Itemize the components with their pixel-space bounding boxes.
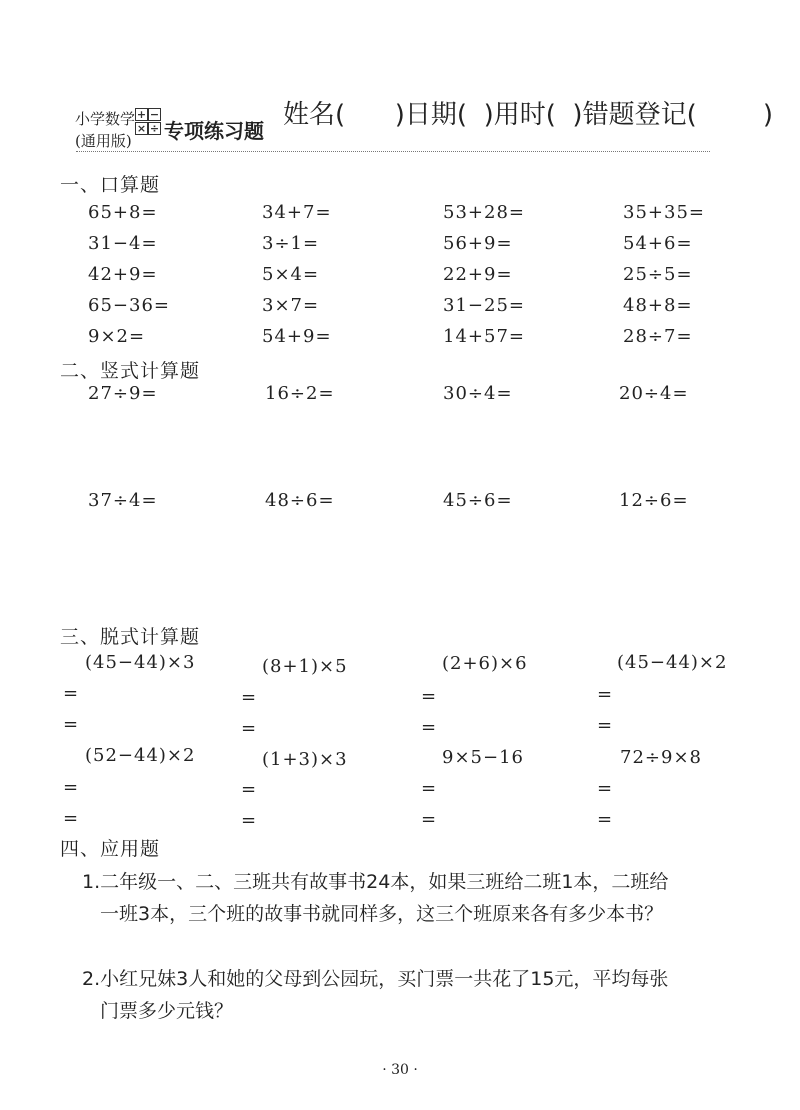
brand-title: 专项练习题 (164, 119, 264, 143)
stepwise-expression: (1+3)×3 (262, 749, 348, 770)
problem-number: 2. (82, 968, 101, 990)
stepwise-expression: (45−44)×2 (617, 652, 728, 673)
date-label: 日期 (404, 100, 457, 130)
time-field: ( ) (545, 100, 583, 130)
answer-line: = (63, 714, 79, 735)
divide-icon: ÷ (149, 122, 160, 135)
oral-item: 28÷7= (623, 326, 693, 347)
oral-item: 9×2= (88, 326, 146, 347)
problem-number: 1. (82, 871, 101, 893)
vertical-item: 45÷6= (443, 490, 513, 511)
series-line-1: 小学数学 (75, 110, 136, 128)
oral-item: 65−36= (88, 295, 170, 316)
oral-item: 35+35= (623, 202, 705, 223)
page-number: · 30 · (382, 1062, 418, 1078)
oral-item: 65+8= (88, 202, 158, 223)
oral-item: 56+9= (443, 233, 513, 254)
header-divider (76, 151, 710, 152)
answer-line: = (421, 809, 437, 830)
errors-field: ( ) (686, 100, 773, 130)
answer-line: = (597, 778, 613, 799)
stepwise-expression: 9×5−16 (442, 747, 524, 768)
answer-line: = (597, 715, 613, 736)
oral-item: 34+7= (262, 202, 332, 223)
word-problem-2 (82, 963, 782, 1027)
name-label: 姓名 (283, 100, 336, 130)
answer-line: = (241, 810, 257, 831)
vertical-item: 20÷4= (619, 383, 689, 404)
problem-text: 门票多少元钱？ (100, 1000, 234, 1022)
plus-icon: + (136, 108, 147, 121)
series-label (75, 108, 135, 152)
oral-item: 31−25= (443, 295, 525, 316)
problem-text: 二年级一、二、三班共有故事书24本，如果三班给二班1本，二班给 (100, 871, 669, 893)
oral-item: 5×4= (262, 264, 320, 285)
answer-line: = (241, 779, 257, 800)
answer-line: = (63, 777, 79, 798)
section-oral-title: 一、口算题 (60, 174, 161, 196)
section-word-problems-title: 四、应用题 (60, 838, 161, 860)
oral-item: 31−4= (88, 233, 158, 254)
problem-text: 小红兄妹3人和她的父母到公园玩，买门票一共花了15元，平均每张 (100, 968, 669, 990)
operators-icon (135, 108, 159, 152)
stepwise-expression: (8+1)×5 (262, 656, 348, 677)
oral-item: 3×7= (262, 295, 320, 316)
answer-line: = (241, 687, 257, 708)
stepwise-expression: (52−44)×2 (85, 745, 196, 766)
vertical-item: 37÷4= (88, 490, 158, 511)
student-info-bar (283, 94, 773, 131)
answer-line: = (241, 718, 257, 739)
answer-line: = (421, 717, 437, 738)
vertical-item: 27÷9= (88, 383, 158, 404)
name-field: ( ) (335, 100, 405, 130)
stepwise-expression: 72÷9×8 (620, 747, 702, 768)
vertical-item: 12÷6= (619, 490, 689, 511)
date-field: ( ) (456, 100, 494, 130)
oral-item: 3÷1= (262, 233, 320, 254)
minus-icon: − (149, 108, 160, 121)
series-line-2: (通用版) (75, 132, 132, 150)
errors-label: 错题登记 (582, 100, 687, 130)
vertical-item: 16÷2= (265, 383, 335, 404)
oral-item: 53+28= (443, 202, 525, 223)
word-problem-1 (82, 866, 782, 930)
problem-text: 一班3本，三个班的故事书就同样多，这三个班原来各有多少本书？ (100, 903, 664, 925)
oral-item: 25÷5= (623, 264, 693, 285)
answer-line: = (421, 778, 437, 799)
answer-line: = (421, 686, 437, 707)
answer-line: = (597, 809, 613, 830)
oral-item: 42+9= (88, 264, 158, 285)
stepwise-expression: (2+6)×6 (442, 653, 528, 674)
section-stepwise-title: 三、脱式计算题 (60, 626, 201, 648)
oral-item: 48+8= (623, 295, 693, 316)
oral-item: 54+9= (262, 326, 332, 347)
section-vertical-title: 二、竖式计算题 (60, 360, 201, 382)
time-label: 用时 (493, 100, 546, 130)
oral-item: 22+9= (443, 264, 513, 285)
times-icon: × (136, 122, 147, 135)
vertical-item: 30÷4= (443, 383, 513, 404)
oral-item: 54+6= (623, 233, 693, 254)
answer-line: = (63, 808, 79, 829)
answer-line: = (597, 684, 613, 705)
vertical-item: 48÷6= (265, 490, 335, 511)
oral-item: 14+57= (443, 326, 525, 347)
answer-line: = (63, 683, 79, 704)
stepwise-expression: (45−44)×3 (85, 652, 196, 673)
